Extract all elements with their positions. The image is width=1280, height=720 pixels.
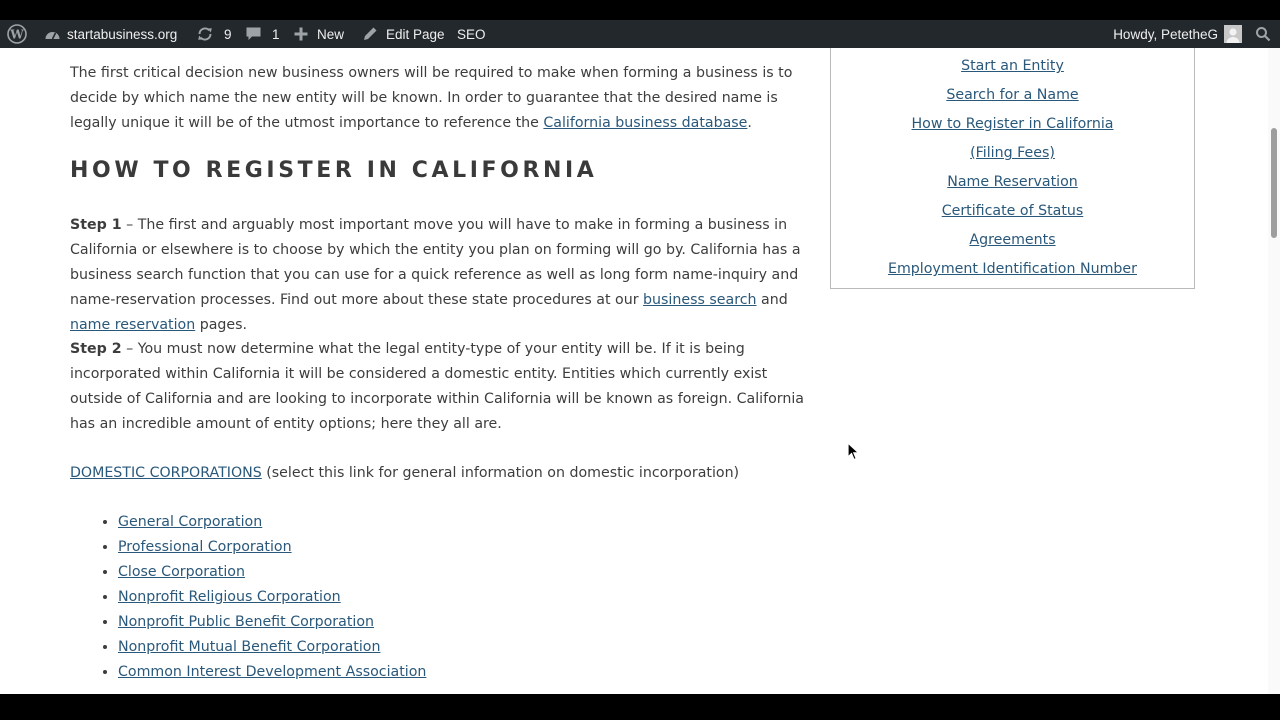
admin-search-button[interactable]	[1255, 20, 1271, 48]
step1-end: pages.	[195, 317, 248, 333]
avatar	[1224, 25, 1242, 43]
wordpress-logo-button[interactable]	[7, 20, 27, 48]
business-search-link[interactable]: business search	[643, 292, 757, 308]
step1-text: – The first and arguably most important move you will have to make in forming a business in California or elsewhere is to choose by which the entity you plan on forming will go by. California has a business search function that you can use for a quick reference as well as long form name-inquiry and name-reservation processes. Find out more about these state procedures at our	[70, 217, 801, 308]
domestic-corporations-link[interactable]: DOMESTIC CORPORATIONS	[70, 465, 262, 481]
letterbox-top	[0, 0, 1280, 20]
site-name: startabusiness.org	[67, 26, 178, 42]
list-item	[118, 610, 426, 635]
close-corporation-link[interactable]: Close Corporation	[118, 564, 245, 580]
list-item	[118, 560, 426, 585]
comment-icon	[245, 26, 262, 42]
name-reservation-link[interactable]: name reservation	[70, 317, 196, 333]
scrollbar[interactable]	[1268, 48, 1280, 694]
toc-filing-fees[interactable]: (Filing Fees)	[970, 145, 1055, 161]
domestic-corporations-line	[70, 461, 815, 486]
corporation-types-list	[70, 510, 426, 685]
step2-paragraph	[70, 337, 815, 437]
new-content-button[interactable]	[294, 20, 344, 48]
updates-icon	[196, 25, 214, 43]
step2-label: Step 2	[70, 341, 122, 357]
list-item	[118, 585, 426, 610]
new-label: New	[317, 26, 345, 42]
edit-page-button[interactable]	[362, 20, 445, 48]
list-item	[118, 535, 426, 560]
toc-how-to-register[interactable]: How to Register in California	[911, 116, 1114, 132]
mouse-cursor-icon	[847, 442, 861, 462]
domestic-note: (select this link for general information on domestic incorporation)	[261, 465, 740, 481]
svg-text:W: W	[10, 27, 24, 42]
plus-icon	[294, 27, 308, 41]
updates-count: 9	[224, 26, 232, 42]
step1-paragraph	[70, 213, 815, 338]
intro-text: The first critical decision new business owners will be required to make when forming a business is to decide by which name the new entity will be known. In order to guarantee that the desired name is legally unique it will be of the utmost importance to reference the	[70, 65, 793, 131]
admin-bar	[0, 20, 1280, 48]
seo-label: SEO	[457, 26, 486, 42]
step2-text: – You must now determine what the legal entity-type of your entity will be. If it is being incorporated within California it will be considered a domestic entity. Entities which currently exist outside of California and are looking to incorporate within California will be known as foreign. California has an incredible amount of entity options; here they all are.	[70, 341, 804, 432]
step1-and: and	[756, 292, 788, 308]
toc-name-reservation[interactable]: Name Reservation	[947, 174, 1078, 190]
table-of-contents-box	[830, 48, 1195, 289]
intro-paragraph	[70, 61, 815, 136]
list-item	[118, 660, 426, 685]
page-viewport	[0, 48, 1280, 694]
common-interest-development-link[interactable]: Common Interest Development Association	[118, 664, 427, 680]
wordpress-icon	[7, 24, 27, 44]
california-database-link[interactable]: California business database	[543, 115, 748, 131]
step1-label: Step 1	[70, 217, 122, 233]
toc-employment-identification-number[interactable]: Employment Identification Number	[888, 261, 1137, 277]
comments-count: 1	[272, 26, 280, 42]
dashboard-icon	[44, 27, 61, 41]
section-heading: HOW TO REGISTER IN CALIFORNIA	[70, 158, 598, 183]
toc-agreements[interactable]: Agreements	[969, 232, 1056, 248]
scrollbar-thumb[interactable]	[1271, 128, 1277, 238]
my-account-button[interactable]	[1113, 20, 1242, 48]
nonprofit-public-benefit-link[interactable]: Nonprofit Public Benefit Corporation	[118, 614, 374, 630]
comments-button[interactable]	[245, 20, 280, 48]
pencil-icon	[362, 26, 378, 42]
site-name-button[interactable]	[44, 20, 177, 48]
letterbox-bottom	[0, 694, 1280, 720]
toc-search-for-a-name[interactable]: Search for a Name	[946, 87, 1079, 103]
seo-button[interactable]	[457, 20, 486, 48]
general-corporation-link[interactable]: General Corporation	[118, 514, 263, 530]
toc-certificate-of-status[interactable]: Certificate of Status	[941, 203, 1084, 219]
toc-start-an-entity[interactable]: Start an Entity	[961, 58, 1064, 74]
updates-button[interactable]	[196, 20, 232, 48]
nonprofit-religious-corporation-link[interactable]: Nonprofit Religious Corporation	[118, 589, 341, 605]
search-icon	[1255, 26, 1271, 42]
nonprofit-mutual-benefit-link[interactable]: Nonprofit Mutual Benefit Corporation	[118, 639, 381, 655]
intro-end: .	[747, 115, 752, 131]
howdy-text: Howdy, PetetheG	[1113, 26, 1218, 42]
list-item	[118, 510, 426, 535]
professional-corporation-link[interactable]: Professional Corporation	[118, 539, 292, 555]
edit-page-label: Edit Page	[386, 26, 445, 42]
list-item	[118, 635, 426, 660]
